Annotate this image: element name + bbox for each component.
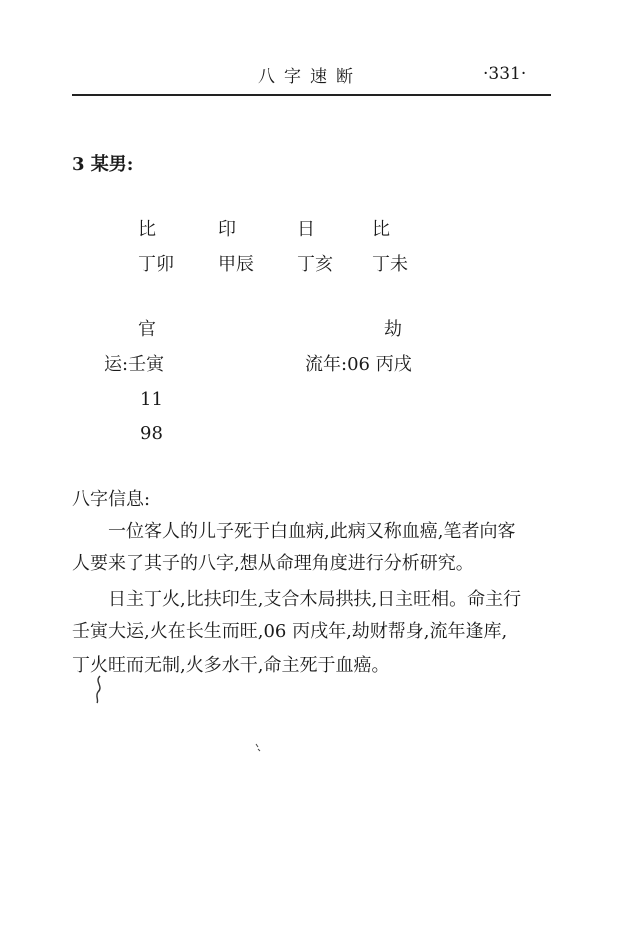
paragraph-1-line-1: 一位客人的儿子死于白血病,此病又称血癌,笔者向客 xyxy=(108,521,516,542)
pen-mark xyxy=(90,672,110,706)
speck-mark xyxy=(253,742,263,754)
ten-god-year: 比 xyxy=(138,219,156,240)
header-rule xyxy=(72,94,551,96)
ten-god-month: 印 xyxy=(218,219,236,240)
pillar-month: 甲辰 xyxy=(218,254,254,275)
running-header-title: 八字速断 xyxy=(258,67,362,87)
paragraph-1-line-2: 人要来了其子的八字,想从命理角度进行分析研究。 xyxy=(72,553,474,574)
pillar-year: 丁卯 xyxy=(138,254,174,275)
pillar-hour: 丁未 xyxy=(372,254,408,275)
pillar-day: 丁亥 xyxy=(297,254,333,275)
ten-god-hour: 比 xyxy=(372,219,390,240)
info-title: 八字信息: xyxy=(72,489,151,510)
luck-ten-god: 官 xyxy=(138,319,156,340)
ten-god-day: 日 xyxy=(297,219,315,240)
flow-year-ten-god: 劫 xyxy=(384,319,402,340)
flow-year-label: 流年:06 丙戌 xyxy=(305,354,412,375)
paragraph-2-line-3: 丁火旺而无制,火多水干,命主死于血癌。 xyxy=(72,655,390,676)
paragraph-2-line-2: 壬寅大运,火在长生而旺,06 丙戌年,劫财帮身,流年逢库, xyxy=(72,621,508,642)
luck-start-year: 98 xyxy=(140,423,163,444)
luck-start-age: 11 xyxy=(140,389,163,410)
page-number: ·331· xyxy=(483,64,527,84)
paragraph-2-line-1: 日主丁火,比扶印生,支合木局拱扶,日主旺相。命主行 xyxy=(108,589,522,610)
luck-pillar-label: 运:壬寅 xyxy=(104,354,165,375)
case-heading: 3 某男: xyxy=(72,154,134,175)
